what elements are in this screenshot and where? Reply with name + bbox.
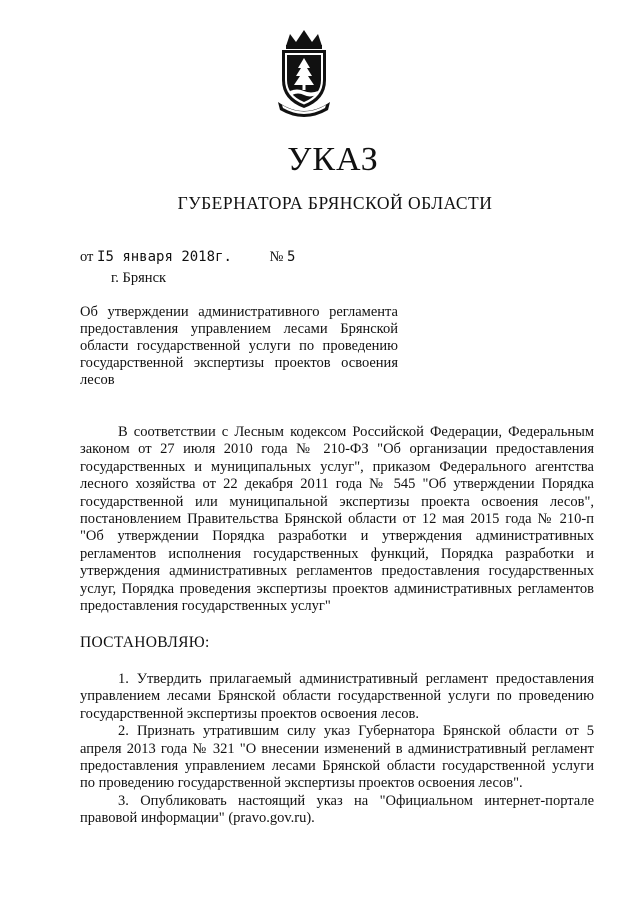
decree-word: ПОСТАНОВЛЯЮ: bbox=[80, 634, 210, 651]
document-issuer: ГУБЕРНАТОРА БРЯНСКОЙ ОБЛАСТИ bbox=[177, 193, 493, 213]
city: г. Брянск bbox=[111, 270, 167, 286]
coat-of-arms-icon bbox=[272, 28, 336, 118]
date-value: I5 января 2018г. bbox=[97, 249, 232, 265]
decree-items bbox=[80, 671, 594, 828]
preamble-paragraph: В соответствии с Лесным кодексом Российской Федерации, Федеральным законом от 27 июля 2010 года № 210-ФЗ "Об организации предоставления государственных и муниципальных услуг", приказом Федерального агентства лесного хозяйства от 22 декабря 2011 года № 545 "Об утверждении Порядка государственной или муниципальной экспертизы проекта освоения лесов", постановлением Правительства Брянской области от 12 мая 2015 года № 210-п "Об утверждении Порядка разработки и утверждения административных регламентов исполнения государственных функций, Порядка разработки и утверждения административных регламентов предоставления государственных услуг, Порядка проведения экспертизы проектов административных регламентов предоставления государственных услуг" bbox=[80, 424, 594, 615]
number-value: 5 bbox=[286, 249, 296, 265]
preamble bbox=[80, 424, 594, 615]
document-title: УКАЗ bbox=[287, 141, 379, 178]
document-subject: Об утверждении административного регламента предоставления управлением лесами Брянской области государственной услуги по проведению государственной экспертизы проектов освоения лесов bbox=[80, 304, 398, 388]
decree-item-2: 2. Признать утратившим силу указ Губернатора Брянской области от 5 апреля 2013 года № 321 "О внесении изменений в административный регламент предоставления управлением лесами Брянской области государственной услуги по проведению государственной экспертизы проектов освоения лесов". bbox=[80, 723, 594, 792]
number-label: № bbox=[269, 249, 284, 265]
decree-item-1: 1. Утвердить прилагаемый административный регламент предоставления управлением лесами Брянской области государственной услуги по проведению государственной экспертизы проектов освоения лесов. bbox=[80, 671, 594, 722]
decree-item-3: 3. Опубликовать настоящий указ на "Официальном интернет-портале правовой информации" (pravo.gov.ru). bbox=[80, 792, 594, 827]
date-number-line bbox=[80, 247, 295, 267]
date-prefix: от bbox=[80, 249, 94, 265]
